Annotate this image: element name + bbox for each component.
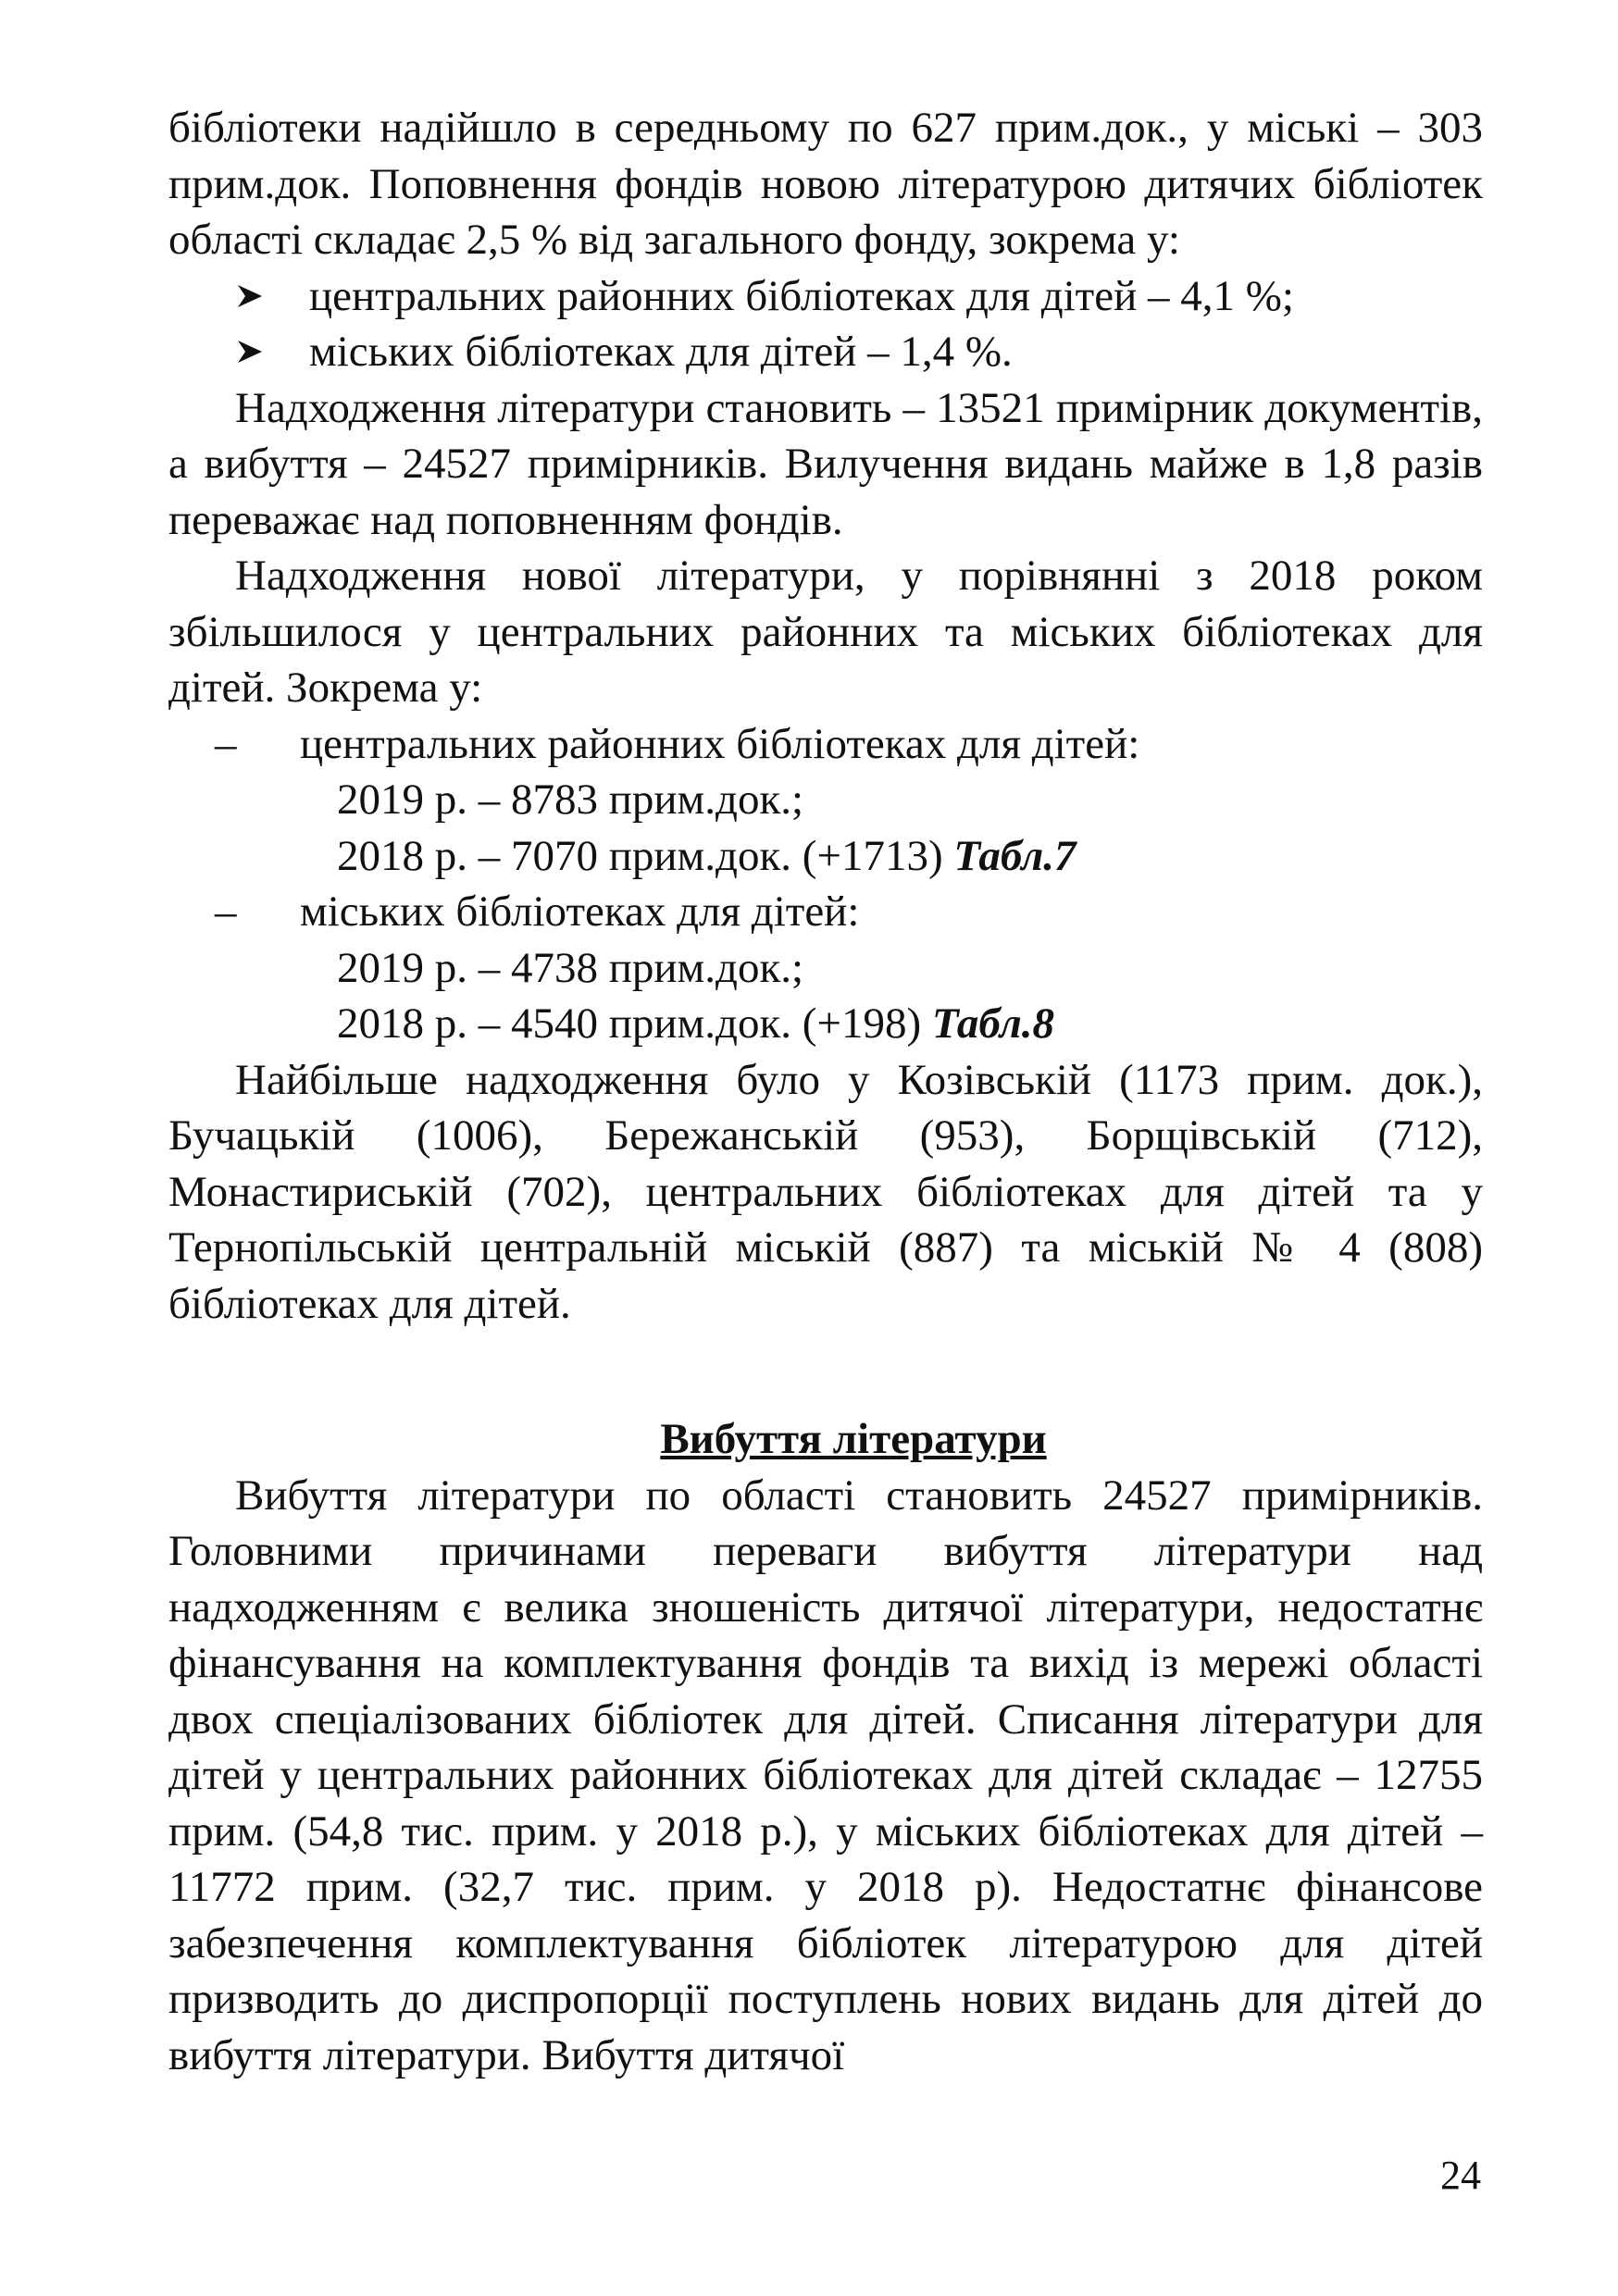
paragraph-withdrawal: Вибуття літератури по області становить 24527 примірників. Головними причинами переваги вибуття літератури над надходженням є велика зношеність дитячої літератури, недостатнє фінансування на комплектування фондів та вихід із мережі області двох спеціалізованих бібліотек для дітей. Списання літератури для дітей у центральних районних бібліотеках для дітей складає – 12755 прим. (54,8 тис. прим. у 2018 р.), у міських бібліотеках для дітей – 11772 прим. (32,7 тис. прим. у 2018 р). Недостатнє фінансове забезпечення комплектування бібліотек літературою для дітей призводить до диспропорції поступлень нових видань для дітей до вибуття літератури. Вибуття дитячої	[168, 1471, 1483, 2079]
paragraph-intro: бібліотеки надійшло в середньому по 627 прим.док., у міські – 303 прим.док. Поповнення фондів новою літературою дитячих бібліотек області складає 2,5 % від загального фонду, зокрема у:	[168, 104, 1483, 264]
list-item-dash-2	[168, 884, 1483, 940]
section-spacer	[168, 1332, 1483, 1411]
arrowhead-bullet-icon	[235, 268, 265, 325]
dash-item-label: центральних районних бібліотеках для дітей:	[300, 719, 1140, 768]
stat-line-2019: 2019 р. – 8783 прим.док.;	[337, 776, 804, 824]
table-reference: Табл.7	[953, 831, 1077, 880]
paragraph-comparison: Надходження нової літератури, у порівнянні з 2018 роком збільшилося у центральних районних та міських бібліотеках для дітей. Зокрема у:	[168, 552, 1483, 712]
list-item-bullet-1	[168, 268, 1483, 325]
page-number: 24	[1440, 2153, 1481, 2198]
document-page	[168, 100, 1483, 2083]
dash-item-label: міських бібліотеках для дітей:	[300, 887, 860, 936]
list-item-dash-1	[168, 716, 1483, 773]
bullet-text: центральних районних бібліотеках для дітей – 4,1 %;	[309, 271, 1294, 320]
paragraph-income: Надходження літератури становить – 13521 примірник документів, а вибуття – 24527 примірників. Вилучення видань майже в 1,8 разів переважає над поповненням фондів.	[168, 383, 1483, 544]
arrowhead-bullet-icon	[235, 324, 265, 380]
stat-line-2018	[168, 828, 1483, 885]
bullet-text: міських бібліотеках для дітей – 1,4 %.	[309, 328, 1013, 376]
stat-line-2018	[168, 996, 1483, 1052]
stat-line-text: 2018 р. – 4540 прим.док. (+198)	[337, 999, 932, 1048]
paragraph-top-libraries: Найбільше надходження було у Козівській (1173 прим. док.), Бучацькій (1006), Бережанській (953), Борщівській (712), Монастириській (702), центральних бібліотеках для дітей та у Тернопільській центральній міській (887) та міській № 4 (808) бібліотеках для дітей.	[168, 1055, 1483, 1328]
section-heading: Вибуття літератури	[660, 1415, 1047, 1463]
table-reference: Табл.8	[931, 999, 1055, 1048]
dash-marker: –	[215, 887, 237, 936]
stat-line-text: 2018 р. – 7070 прим.док. (+1713)	[337, 831, 954, 880]
stat-line-2019: 2019 р. – 4738 прим.док.;	[337, 943, 804, 992]
list-item-bullet-2	[168, 324, 1483, 380]
dash-marker: –	[215, 719, 237, 768]
